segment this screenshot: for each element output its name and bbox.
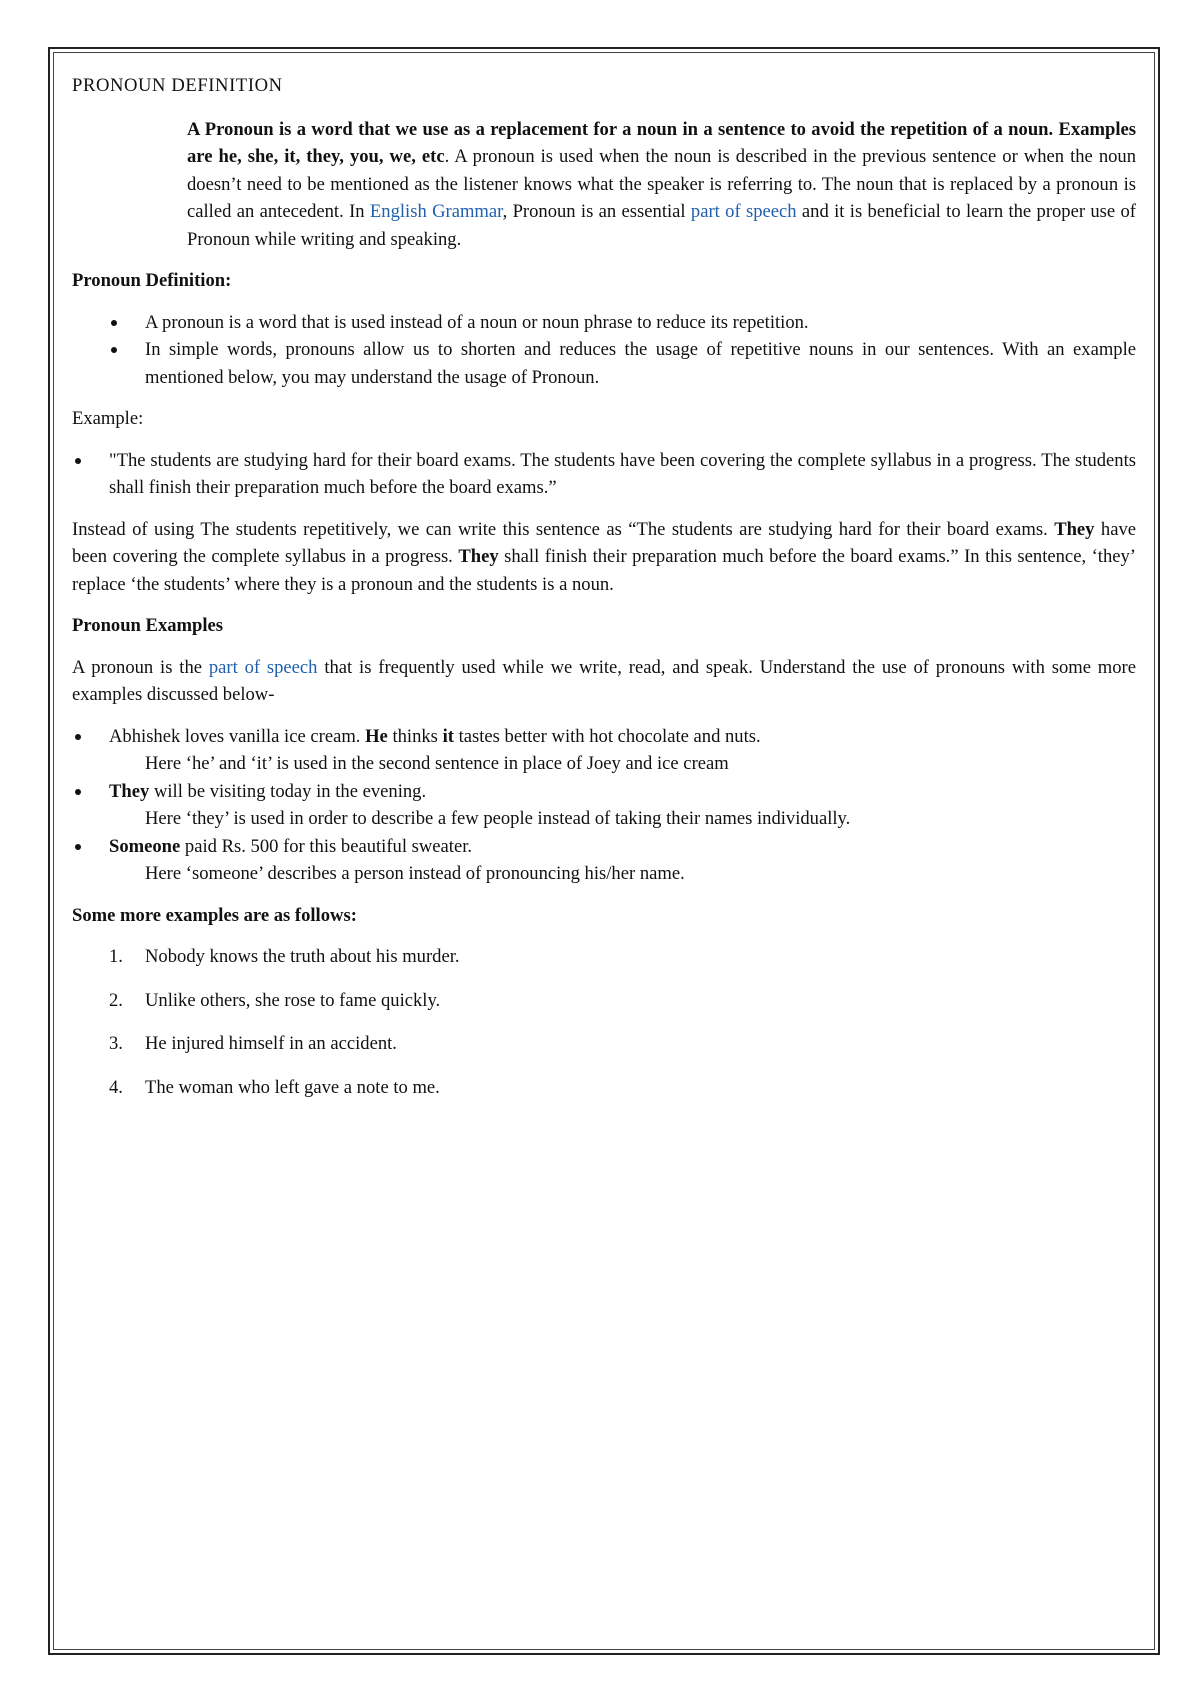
example-text: paid Rs. 500 for this beautiful sweater. [180,835,473,857]
list-item [72,447,1136,502]
definition-heading: Pronoun Definition: [72,270,232,291]
part-of-speech-link[interactable]: part of speech [690,201,797,222]
list-item-text: Nobody knows the truth about his murder. [145,946,460,967]
list-item-text: A pronoun is a word that is used instead of a noun or noun phrase to reduce its repetition. [145,311,809,333]
bullet-icon [111,347,117,353]
explain-text-1: Instead of using The students repetitively, we can write this sentence as “The students are studying hard for their board exams. [72,518,1055,540]
example-text: tastes better with hot chocolate and nuts. [453,725,761,747]
example-text: Abhishek loves vanilla ice cream. [109,725,366,747]
definition-list [72,309,1136,392]
list-item-text: Unlike others, she rose to fame quickly. [145,989,441,1011]
bullet-icon [111,320,117,326]
list-number: 3. [109,1033,123,1054]
bold-they-2: They [458,546,499,567]
example-quote-list [72,447,1136,502]
list-item [72,778,1136,833]
list-number: 2. [109,989,123,1011]
list-item [72,309,1136,337]
bullet-icon [75,844,81,850]
part-of-speech-link-2[interactable]: part of speech [208,656,318,678]
example-explanation [72,516,1136,599]
bullet-icon [75,789,81,795]
examples-intro-text-2: that is frequently used while we write, read, and speak. Understand the use of pronouns with some more examples discussed below- [72,656,1136,705]
examples-intro [72,654,1136,709]
list-number: 4. [109,1076,123,1098]
list-item [72,1074,1136,1102]
bullet-icon [75,458,81,464]
english-grammar-link[interactable]: English Grammar [369,201,503,222]
example-note: Here ‘they’ is used in order to describe a few people instead of taking their names individually. [145,808,851,829]
list-number: 1. [109,946,123,967]
list-item [72,336,1136,391]
example-bold-they: They [109,780,150,802]
document-body [72,72,1136,1117]
examples-intro-text-1: A pronoun is the [72,656,209,678]
example-text: will be visiting today in the evening. [149,780,427,802]
list-item-text: The woman who left gave a note to me. [145,1076,440,1098]
examples-list [72,723,1136,888]
list-item [72,1030,1136,1058]
list-item [72,833,1136,888]
intro-bold-text: A Pronoun is a word that we use as a replacement for a noun in a sentence to avoid the repetition of a noun. Examples are he, she, it, they, you, we, etc [187,118,1136,167]
example-note: Here ‘someone’ describes a person instead of pronouncing his/her name. [145,863,685,884]
more-examples-heading: Some more examples are as follows: [72,904,357,926]
list-item-text: He injured himself in an accident. [145,1033,397,1054]
list-item [72,987,1136,1015]
explain-text-2: have been covering the complete syllabus in a progress. [72,518,1137,567]
list-item [72,723,1136,778]
example-bold-it: it [442,725,454,747]
example-text: thinks [387,725,443,747]
intro-paragraph [187,116,1136,254]
intro-text-3: and it is beneficial to learn the proper use of Pronoun while writing and speaking. [187,201,1137,250]
intro-text-1: . A pronoun is used when the noun is described in the previous sentence or when the noun doesn’t need to be mentioned as the listener knows what the speaker is referring to. The noun that is replaced by a pronoun is called an antecedent. In [187,146,1137,222]
example-note: Here ‘he’ and ‘it’ is used in the second sentence in place of Joey and ice cream [145,753,729,774]
example-bold-someone: Someone [109,835,181,857]
example-quote-text: "The students are studying hard for their board exams. The students have been covering the complete syllabus in a progress. The students shall finish their preparation much before the board exams.” [109,449,1136,498]
more-examples-list [72,943,1136,1101]
example-bold-he: He [365,725,388,747]
intro-text-2: , Pronoun is an essential [502,201,691,222]
list-item [72,943,1136,971]
page-title: PRONOUN DEFINITION [72,75,283,96]
explain-text-3: shall finish their preparation much before the board exams.” In this sentence, ‘they’ replace ‘the students’ where they is a pronoun and the students is a noun. [72,546,1136,595]
examples-heading: Pronoun Examples [72,615,224,636]
bold-they-1: They [1054,518,1095,540]
list-item-text: In simple words, pronouns allow us to shorten and reduces the usage of repetitive nouns in our sentences. With an example mentioned below, you may understand the usage of Pronoun. [145,339,1136,388]
example-label: Example: [72,408,144,429]
bullet-icon [75,734,81,740]
